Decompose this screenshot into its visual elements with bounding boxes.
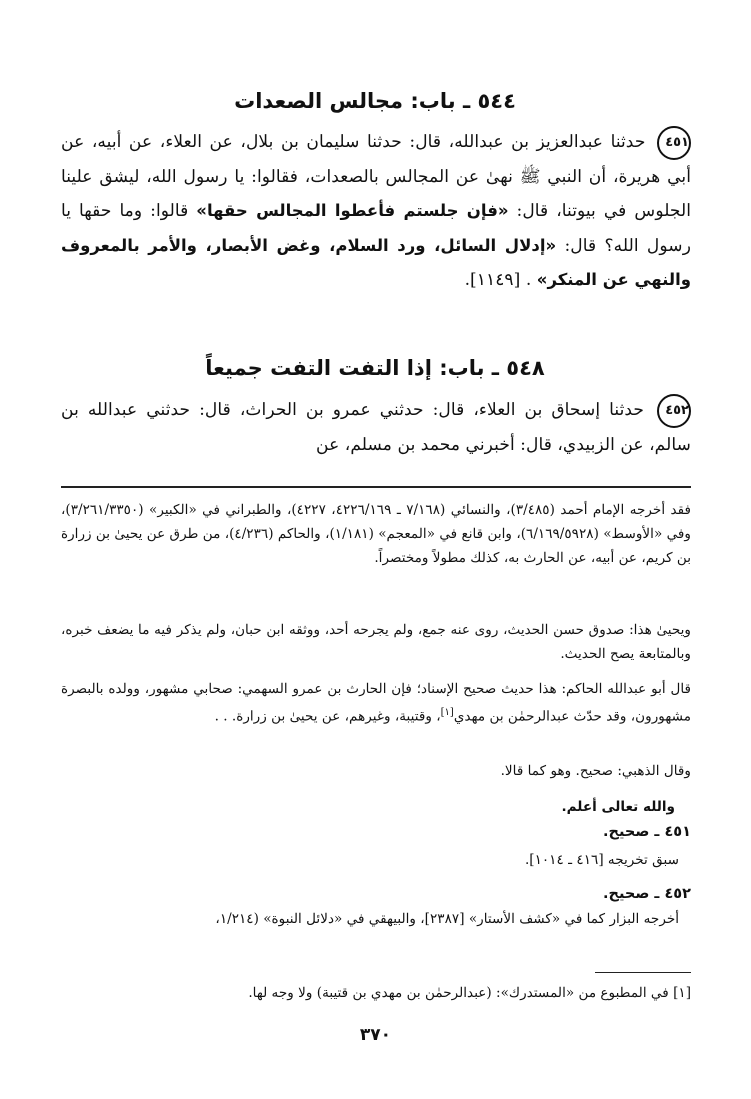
page-number: ٣٧٠ (359, 1025, 392, 1045)
hadith-451-text-a: حدثنا عبدالعزيز بن عبدالله، قال: حدثنا سليمان بن بلال، عن العلاء، عن أبيه، عن أبي هريرة، أن النبي ﷺ نهىٰ عن المجالس بالصعدات، فقالوا: يا رسول الله، ليشق علينا الجلوس في بيوتنا، قال: (61, 132, 691, 221)
bottom-footnote: [١] في المطبوع من «المستدرك»: (عبدالرحمٰن بن مهدي بن قتيبة) ولا وجه لها. (248, 985, 691, 1001)
hadith-451-paragraph (61, 125, 691, 298)
bottom-note-separator (595, 972, 691, 973)
footnote-dhahabi: وقال الذهبي: صحيح. وهو كما قالا. (500, 763, 691, 779)
grade-451-text: سبق تخريجه [٤١٦ ـ ١٠١٤]. (524, 852, 679, 868)
hadith-451-bold-b: «إدلال السائل، ورد السلام، وغض الأبصار، والأمر بالمعروف والنهي عن المنكر» (61, 235, 691, 289)
hadith-451-text-c: . [١١٤٩]. (464, 270, 532, 290)
footnote-narrator-note: ويحيىٰ هذا: صدوق حسن الحديث، روى عنه جمع، ولم يجرحه أحد، ووثقه ابن حبان، ولم يذكر فيه ما يضعف خبره، وبالمتابعة يصح الحديث. (61, 622, 691, 662)
hakim-quote-text-b: ، وقتيبة، وغيرهم، عن يحيىٰ بن زرارة. . . (214, 708, 441, 725)
footnote-hakim-quote (61, 677, 691, 729)
hadith-number-badge: ٤٥١ (657, 126, 691, 160)
chapter-heading-548: ٥٤٨ ـ باب: إذا التفت التفت جميعاً (205, 356, 545, 380)
grade-452-text: أخرجه البزار كما في «كشف الأستار» [٢٣٨٧]، والبيهقي في «دلائل النبوة» (١/٢١٤، (215, 911, 679, 927)
hakim-quote-text-a: قال أبو عبدالله الحاكم: هذا حديث صحيح الإسناد؛ فإن الحارث بن عمرو السهمي: صحابي مشهور، وولده بالبصرة مشهورون، وقد حدّث عبدالرحمٰن بن مهدي (61, 681, 691, 725)
hadith-452-paragraph (61, 393, 691, 462)
closing-phrase: والله تعالى أعلم. (561, 799, 675, 815)
grade-452: ٤٥٢ ـ صحيح. (603, 886, 691, 902)
footnote-takhrij: فقد أخرجه الإمام أحمد (٣/٤٨٥)، والنسائي (٧/١٦٨ ـ ٤٢٢٦/١٦٩، ٤٢٢٧)، والطبراني في «الكبير» (٣/٢٦١/٣٣٥٠)، وفي «الأوسط» (٦/١٦٩/٥٩٢٨)، وابن قانع في «المعجم» (١/١٨١)، والحاكم (٤/٢٣٦)، من طرق عن يحيىٰ بن زرارة بن كريم، عن أبيه، عن الحارث به، كذلك مطولاً ومختصراً. (61, 502, 692, 566)
footnote-ref-marker: [١] (440, 707, 454, 718)
hadith-number-badge: ٤٥٢ (657, 394, 691, 428)
chapter-heading-544: ٥٤٤ ـ باب: مجالس الصعدات (234, 89, 516, 113)
hadith-451-text-b: قالوا: وما حقها يا رسول الله؟ قال: (61, 201, 691, 256)
grade-451: ٤٥١ ـ صحيح. (603, 824, 691, 840)
hadith-451-bold-a: «فإن جلستم فأعطوا المجالس حقها» (196, 201, 509, 220)
footnote-separator (61, 486, 691, 488)
hadith-452-text: حدثنا إسحاق بن العلاء، قال: حدثني عمرو بن الحراث، قال: حدثني عبدالله بن سالم، عن الزبيدي، قال: أخبرني محمد بن مسلم، عن (61, 400, 691, 455)
